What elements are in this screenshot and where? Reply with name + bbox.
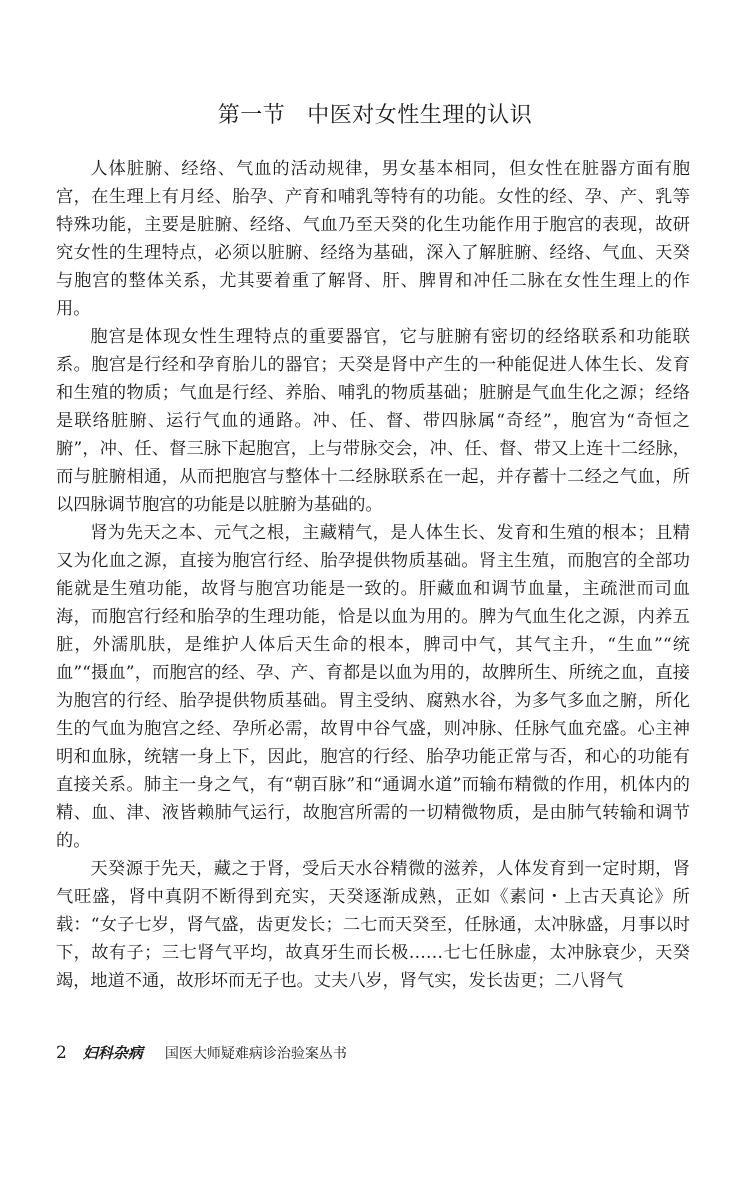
page-footer <box>56 1042 347 1063</box>
series-title: 国医大师疑难病诊治验案丛书 <box>164 1045 347 1062</box>
section-heading <box>0 98 750 129</box>
body-text <box>56 155 690 995</box>
volume-title: 妇科杂病 <box>82 1044 143 1062</box>
paragraph: 人体脏腑、经络、气血的活动规律，男女基本相同，但女性在脏器方面有胞宫，在生理上有月经、胎孕、产育和哺乳等特有的功能。女性的经、孕、产、乳等特殊功能，主要是脏腑、经络、气血乃至天癸的化生功能作用于胞宫的表现，故研究女性的生理特点，必须以脏腑、经络为基础，深入了解脏腑、经络、气血、天癸与胞宫的整体关系，尤其要着重了解肾、肝、脾胃和冲任二脉在女性生理上的作用。 <box>56 159 690 319</box>
paragraph: 胞宫是体现女性生理特点的重要器官，它与脏腑有密切的经络联系和功能联系。胞宫是行经和孕育胎儿的器官；天癸是肾中产生的一种能促进人体生长、发育和生殖的物质；气血是行经、养胎、哺乳的物质基础；脏腑是气血生化之源；经络是联络脏腑、运行气血的通路。冲、任、督、带四脉属“奇经”，胞宫为“奇恒之腑”，冲、任、督三脉下起胞宫，上与带脉交会，冲、任、督、带又上连十二经脉，而与脏腑相通，从而把胞宫与整体十二经脉联系在一起，并存蓄十二经之气血，所以四脉调节胞宫的功能是以脏腑为基础的。 <box>56 327 690 515</box>
section-number: 第一节 <box>217 103 286 128</box>
section-title: 中医对女性生理的认识 <box>307 103 533 128</box>
paragraph: 肾为先天之本、元气之根，主藏精气，是人体生长、发育和生殖的根本；且精又为化血之源，直接为胞宫行经、胎孕提供物质基础。肾主生殖，而胞宫的全部功能就是生殖功能，故肾与胞宫功能是一致的。肝藏血和调节血量，主疏泄而司血海，而胞宫行经和胎孕的生理功能，恰是以血为用的。脾为气血生化之源，内养五脏，外濡肌肤，是维护人体后天生命的根本，脾司中气，其气主升，“生血”“统血”“摄血”，而胞宫的经、孕、产、育都是以血为用的，故脾所生、所统之血，直接为胞宫的行经、胎孕提供物质基础。胃主受纳、腐熟水谷，为多气多血之腑，所化生的气血为胞宫之经、孕所必需，故胃中谷气盛，则冲脉、任脉气血充盛。心主神明和血脉，统辖一身上下，因此，胞宫的行经、胎孕功能正常与否，和心的功能有直接关系。肺主一身之气，有“朝百脉”和“通调水道”而输布精微的作用，机体内的精、血、津、液皆赖肺气运行，故胞宫所需的一切精微物质，是由肺气转输和调节的。 <box>56 523 690 851</box>
paragraph: 天癸源于先天，藏之于肾，受后天水谷精微的滋养，人体发育到一定时期，肾气旺盛，肾中真阴不断得到充实，天癸逐渐成熟，正如《素问・上古天真论》所载：“女子七岁，肾气盛，齿更发长；二七而天癸至，任脉通，太冲脉盛，月事以时下，故有子；三七肾气平均，故真牙生而长极……七七任脉虚，太冲脉衰少，天癸竭，地道不通，故形坏而无子也。丈夫八岁，肾气实，发长齿更；二八肾气 <box>56 859 690 991</box>
page-number: 2 <box>56 1042 67 1063</box>
